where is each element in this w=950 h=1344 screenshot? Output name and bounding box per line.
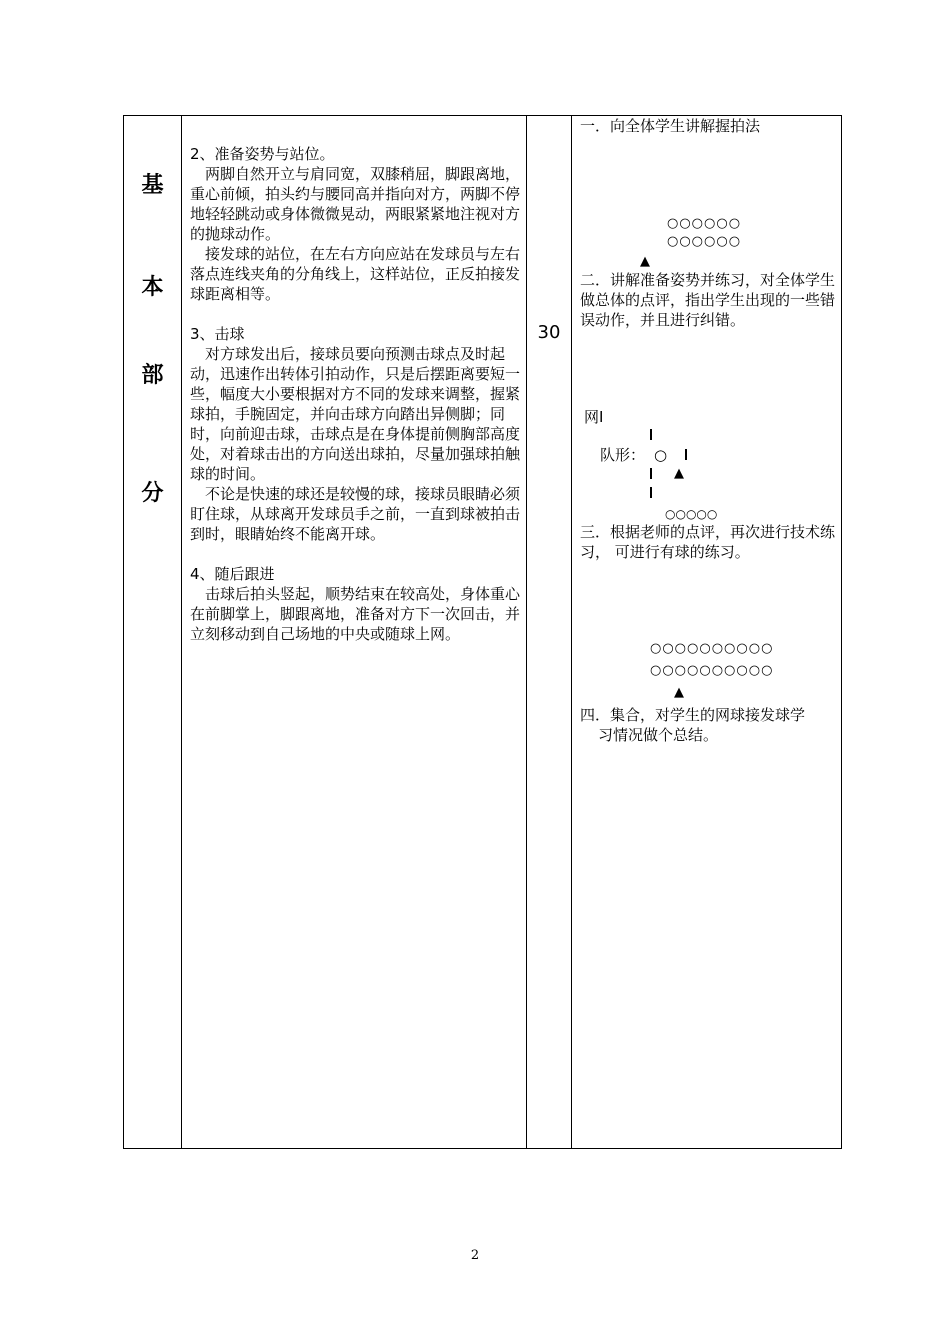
step1-text: 一．向全体学生讲解握拍法	[580, 117, 761, 135]
net-line-icon	[650, 487, 652, 498]
net-label: 网Ⅰ	[584, 408, 604, 426]
time-minutes: 30	[537, 322, 561, 343]
section-label-char: 分	[141, 481, 164, 506]
column-divider	[181, 116, 182, 1148]
lesson-content	[190, 144, 522, 644]
column-divider	[526, 116, 527, 1148]
formation1-row: ○○○○○○	[667, 216, 742, 231]
student-circle-icon: ○	[654, 446, 668, 464]
item2-paragraph: 两脚自然开立与肩同宽，双膝稍屈，脚跟离地，重心前倾，拍头约与腰同高并指向对方，两脚不停地轻轻跳动或身体微微晃动，两眼紧紧地注视对方的抛球动作。	[190, 165, 521, 243]
net-line-icon	[650, 468, 652, 479]
step3-text: 三．根据老师的点评，再次进行技术练习， 可进行有球的练习。	[580, 523, 836, 561]
formation2-row: ○○○○○	[665, 507, 718, 521]
item4-paragraph: 击球后拍头竖起，顺势结束在较高处，身体重心在前脚掌上，脚跟离地，准备对方下一次回击，并立刻移动到自己场地的中央或随球上网。	[190, 585, 521, 643]
item4-title: 4、随后跟进	[190, 565, 275, 583]
item3-title: 3、击球	[190, 325, 245, 343]
formation3-row: ○○○○○○○○○○	[650, 663, 774, 678]
page-number: 2	[470, 1248, 480, 1263]
lesson-table	[123, 115, 842, 1149]
section-label-char: 本	[141, 275, 164, 300]
teacher-triangle-icon: ▲	[674, 685, 684, 700]
step2-text: 二．讲解准备姿势并练习，对全体学生做总体的点评，指出学生出现的一些错误动作，并且进行纠错。	[580, 271, 836, 329]
formation3-row: ○○○○○○○○○○	[650, 641, 774, 656]
section-label-char: 基	[141, 173, 164, 198]
formation-label: 队形：	[600, 446, 646, 464]
step4-text: 习情况做个总结。	[598, 726, 719, 744]
column-divider	[571, 116, 572, 1148]
item2-paragraph: 接发球的站位，在左右方向应站在发球员与左右落点连线夹角的分角线上，这样站位，正反拍接发球距离相等。	[190, 245, 521, 303]
formation1-row: ○○○○○○	[667, 234, 742, 249]
net-line-icon	[685, 449, 687, 460]
item3-paragraph: 不论是快速的球还是较慢的球，接球员眼睛必须盯住球，从球离开发球员手之前，一直到球被拍击到时，眼睛始终不能离开球。	[190, 485, 521, 543]
teacher-triangle-icon: ▲	[640, 254, 650, 269]
teacher-triangle-icon: ▲	[674, 466, 684, 481]
item3-paragraph: 对方球发出后，接球员要向预测击球点及时起动，迅速作出转体引拍动作，只是后摆距离要短一些，幅度大小要根据对方不同的发球来调整，握紧球拍，手腕固定，并向击球方向踏出异侧脚；同时，向前迎击球，击球点是在身体提前侧胸部高度处，对着球击出的方向送出球拍，尽量加强球拍触球的时间。	[190, 345, 521, 483]
net-line-icon	[650, 429, 652, 440]
item2-title: 2、准备姿势与站位。	[190, 145, 335, 163]
step4-text: 四．集合，对学生的网球接发球学	[580, 706, 806, 724]
section-label-char: 部	[141, 363, 164, 388]
